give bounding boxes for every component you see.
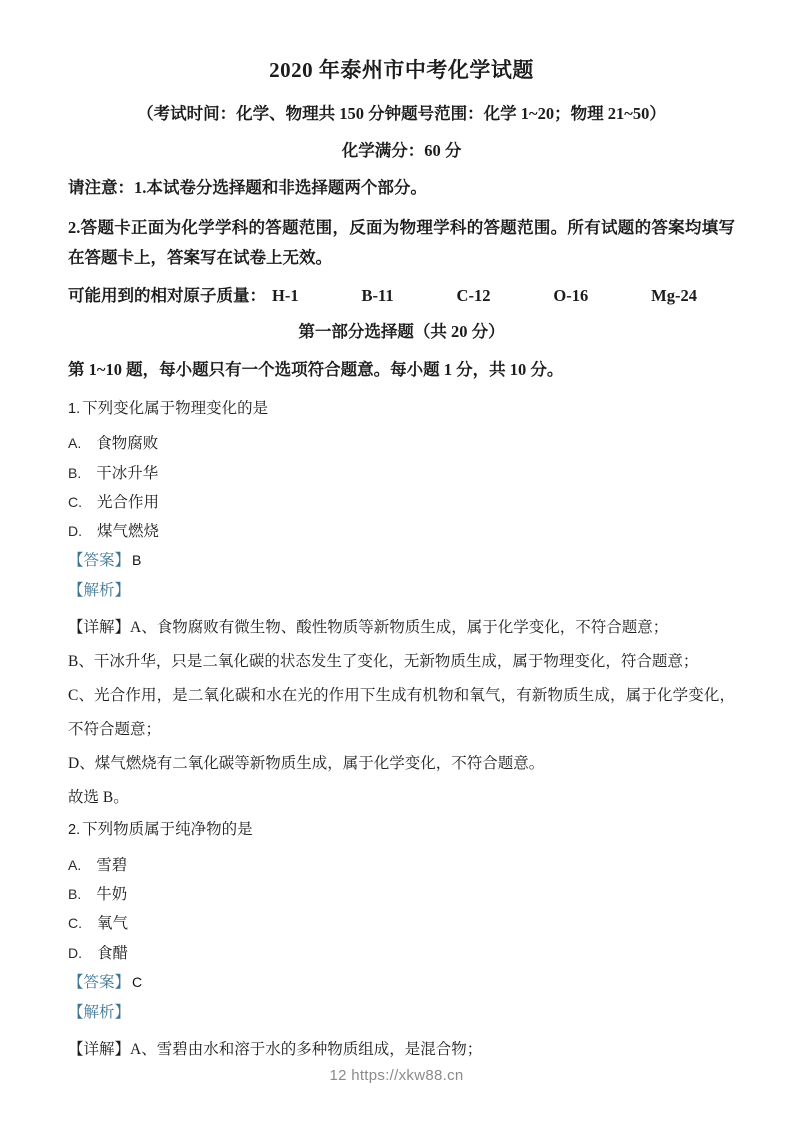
notice-line-2: 2.答题卡正面为化学学科的答题范围，反面为物理学科的答题范围。所有试题的答案均填写在答题卡上，答案写在试卷上无效。 <box>68 217 735 268</box>
question-1-option-c <box>68 493 735 513</box>
analysis-tag: 【解析】 <box>68 1003 131 1021</box>
option-letter: D. <box>68 522 82 539</box>
atomic-mass-b: B-11 <box>361 285 394 305</box>
score-line: 化学满分：60 分 <box>341 140 462 160</box>
question-1-answer-line <box>68 551 735 572</box>
answer-value: C <box>132 973 143 990</box>
explanation-line: 【详解】A、雪碧由水和溶于水的多种物质组成，是混合物； <box>68 1040 483 1058</box>
question-1-stem <box>68 398 735 420</box>
answer-value: B <box>132 552 142 569</box>
option-letter: C. <box>68 493 82 510</box>
question-2-option-d <box>68 944 735 964</box>
explanation-line: D、煤气燃烧有二氧化碳等新物质生成，属于化学变化，不符合题意。 <box>68 755 545 773</box>
answer-tag: 【答案】 <box>68 552 131 570</box>
question-2-option-b <box>68 885 735 905</box>
page-title: 2020 年泰州市中考化学试题 <box>269 58 534 82</box>
question-1-option-b <box>68 464 735 484</box>
explanation-line: B、干冰升华，只是二氧化碳的状态发生了变化，无新物质生成，属于物理变化，符合题意； <box>68 652 699 670</box>
question-2-stem <box>68 819 735 841</box>
question-number: 2. <box>68 822 81 839</box>
section-note: 第 1~10 题，每小题只有一个选项符合题意。每小题 1 分，共 10 分。 <box>68 359 564 379</box>
question-2 <box>68 819 735 1066</box>
atomic-mass-label: 可能用到的相对原子质量： <box>68 285 266 305</box>
question-1-option-a <box>68 434 735 454</box>
notice-line-1: 请注意：1.本试卷分选择题和非选择题两个部分。 <box>68 177 427 197</box>
option-text: 食醋 <box>97 944 129 962</box>
question-1-analysis-line <box>68 581 735 602</box>
question-number: 1. <box>68 400 81 417</box>
atomic-mass-c: C-12 <box>456 285 491 305</box>
option-text: 食物腐败 <box>96 435 159 453</box>
option-letter: C. <box>68 915 82 932</box>
atomic-mass-h: H-1 <box>272 285 299 305</box>
question-1-option-d <box>68 522 735 542</box>
option-text: 煤气燃烧 <box>97 522 160 540</box>
option-letter: A. <box>68 857 82 874</box>
exam-info-line: （考试时间：化学、物理共 150 分钟题号范围：化学 1~20；物理 21~50） <box>137 104 666 123</box>
option-text: 光合作用 <box>97 493 160 511</box>
question-1-explanation <box>68 611 735 816</box>
atomic-mass-line <box>68 282 735 306</box>
option-text: 干冰升华 <box>96 464 159 482</box>
page-footer <box>0 1067 793 1084</box>
page-number-and-url: 12 https://xkw88.cn <box>329 1067 464 1084</box>
atomic-mass-mg: Mg-24 <box>651 285 697 305</box>
option-letter: A. <box>68 435 82 452</box>
option-letter: B. <box>68 886 82 903</box>
question-2-answer-line <box>68 973 735 994</box>
atomic-mass-o: O-16 <box>553 285 589 305</box>
question-2-analysis-line <box>68 1003 735 1024</box>
question-2-option-a <box>68 856 735 876</box>
option-letter: B. <box>68 464 82 481</box>
question-2-option-c <box>68 914 735 934</box>
answer-tag: 【答案】 <box>68 973 131 991</box>
conclusion-line: 故选 B。 <box>68 789 129 807</box>
option-text: 雪碧 <box>96 857 128 875</box>
explanation-line: 【详解】A、食物腐败有微生物、酸性物质等新物质生成，属于化学变化，不符合题意； <box>68 618 669 636</box>
explanation-line: C、光合作用，是二氧化碳和水在光的作用下生成有机物和氧气，有新物质生成，属于化学变化，不符合题意； <box>68 687 735 739</box>
section-title: 第一部分选择题（共 20 分） <box>298 321 505 341</box>
analysis-tag: 【解析】 <box>68 581 131 599</box>
question-1 <box>68 398 735 816</box>
question-2-explanation <box>68 1033 735 1067</box>
option-text: 氧气 <box>97 915 129 933</box>
atomic-mass-values <box>272 286 735 306</box>
question-stem-text: 下列物质属于纯净物的是 <box>82 821 253 839</box>
option-text: 牛奶 <box>96 886 128 904</box>
option-letter: D. <box>68 944 82 961</box>
question-stem-text: 下列变化属于物理变化的是 <box>82 399 269 417</box>
